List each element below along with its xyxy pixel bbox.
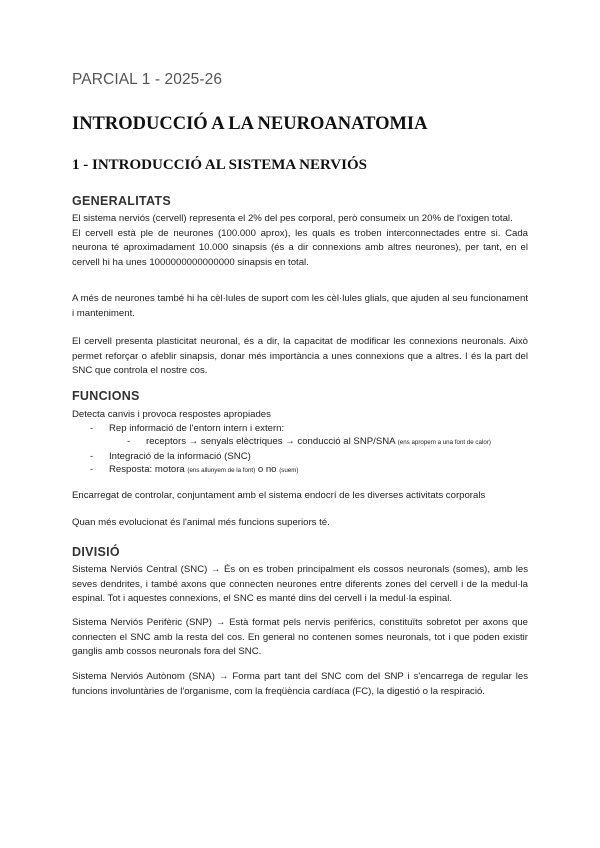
section-title-divisio: DIVISIÓ [72,545,120,559]
paragraph-neurones: El cervell està ple de neurones (100.000 aprox), les quals es troben interconnectades entre si. Cada neurona té aproximadament 10.000 sinapsis (és a dir connexions amb altres neurones), per tant, en el cervell hi ha unes 1000000000000000 sinapsis en total. [72,227,528,268]
paragraph-endocri: Encarregat de controlar, conjuntament amb el sistema endocrí de les diverses activitats corporals [72,490,486,501]
section-title-generalitats: GENERALITATS [72,194,171,208]
document-header: PARCIAL 1 - 2025-26 [72,71,223,88]
paragraph-sna: Sistema Nerviós Autònom (SNA) → Forma part tant del SNC com del SNP i s'encarrega de regular les funcions involuntàries de l'organisme, com la freqüència cardíaca (FC), la digestió o la respiració. [72,671,528,697]
list-item: - Integració de la informació (SNC) [90,450,251,462]
paragraph-oxigen: El sistema nerviós (cervell) representa el 2% del pes corporal, però consumeix un 20% de l'oxigen total. [72,213,513,224]
list-item: - Rep informació de l'entorn intern i extern: [90,422,285,434]
dash-bullet: - [90,464,94,476]
list-item: - Resposta: motora (ens allunyem de la font) o no (suem) [90,464,299,476]
paragraph-snc: Sistema Nerviós Central (SNC) → És on es troben principalment els cossos neuronals (somes), amb les seves dendrites, i també axons que connecten neurones entre diferents zones del cervell i de la medul·la espinal. Tot i aquestes connexions, el SNC es manté dins del cervell i la medul·la espinal. [72,564,528,604]
dash-bullet: - [90,422,94,434]
dash-bullet: - [90,450,94,462]
paragraph-glials: A més de neurones també hi ha cèl·lules de suport com les cèl·lules glials, que ajuden al seu funcionament i manteniment. [72,293,528,319]
funcions-list [72,408,532,478]
document-title: INTRODUCCIÓ A LA NEUROANATOMIA [72,114,428,134]
section-title-funcions: FUNCIONS [72,389,140,403]
paragraph-plasticitat: El cervell presenta plasticitat neuronal, és a dir, la capacitat de modificar les connexions neuronals. Això permet reforçar o afeblir sinapsis, donar més importància a unes connexions que a altres. I és la part del SNC que controla el nostre cos. [72,336,528,376]
paragraph-snp: Sistema Nerviós Perifèric (SNP) → Està format pels nervis perifèrics, constituïts sobretot per axons que connecten el SNC amb la resta del cos. En general no contenen somes neuronals, tot i que poden existir ganglis amb cossos neuronals fora del SNC. [72,617,528,657]
chapter-title: 1 - INTRODUCCIÓ AL SISTEMA NERVIÓS [72,157,367,173]
generalitats-block-1 [72,212,528,270]
paragraph-evolucio: Quan més evolucionat és l'animal més funcions superiors té. [72,517,330,528]
list-subitem: - receptors → senyals elèctriques → conducció al SNP/SNA (ens apropem a una font de calor) [127,436,491,448]
dash-bullet: - [127,436,131,448]
funcions-intro: Detecta canvis i provoca respostes apropiades [72,409,271,420]
